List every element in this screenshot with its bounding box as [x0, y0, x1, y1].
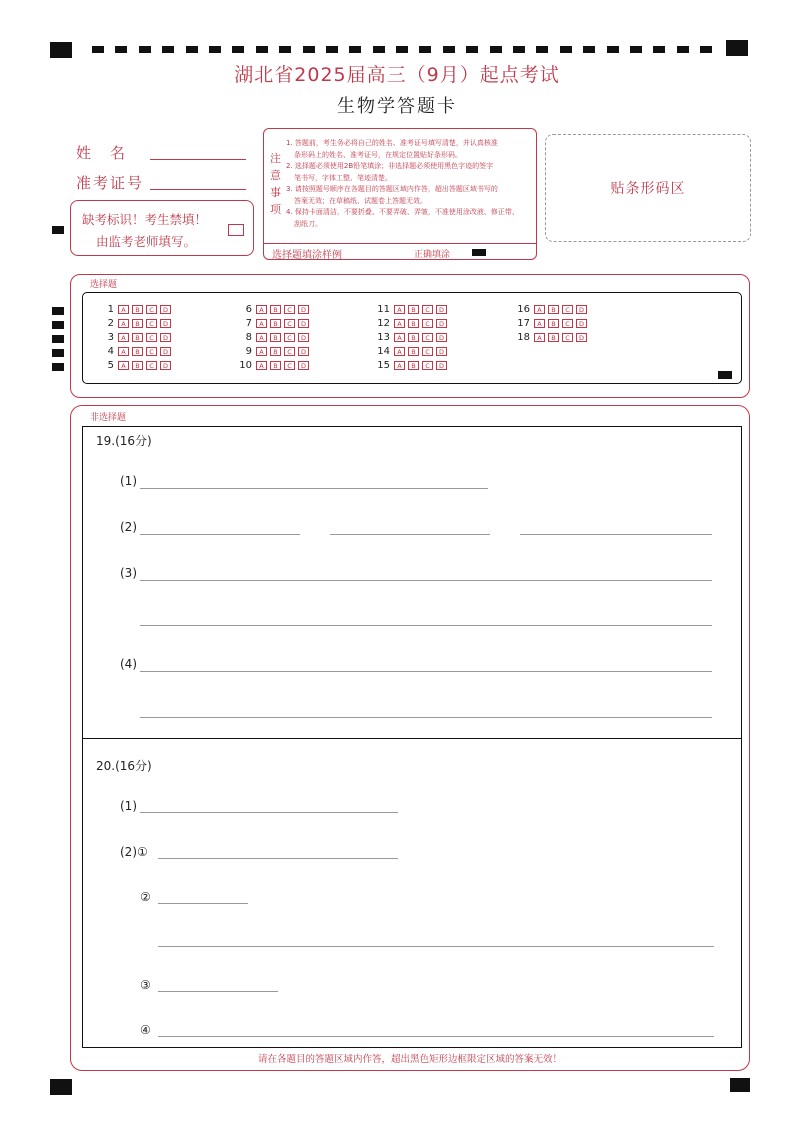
timing-mark — [396, 46, 408, 53]
mc-question-number: 11 — [377, 303, 390, 315]
name-label: 姓 名 — [76, 144, 128, 162]
timing-mark — [232, 46, 244, 53]
mc-option-bubble[interactable]: B — [548, 305, 559, 314]
mc-option-bubble[interactable]: B — [132, 319, 143, 328]
timing-mark — [92, 46, 104, 53]
mc-question-number: 12 — [377, 317, 390, 329]
timing-mark — [256, 46, 268, 53]
mc-option-bubble[interactable]: A — [256, 347, 267, 356]
mc-option-bubble[interactable]: C — [284, 305, 295, 314]
timing-mark — [279, 46, 291, 53]
mc-option-bubble[interactable]: A — [256, 319, 267, 328]
mc-option-bubble[interactable]: B — [408, 319, 419, 328]
mc-option-bubble[interactable]: C — [284, 347, 295, 356]
timing-mark — [139, 46, 151, 53]
timing-mark — [560, 46, 572, 53]
mc-question-row — [96, 358, 174, 372]
mc-question-number: 6 — [245, 303, 252, 315]
q19-part3-answer-b[interactable] — [140, 624, 712, 626]
mc-option-bubble[interactable]: C — [422, 305, 433, 314]
side-marker — [52, 321, 64, 329]
q19-part2-answer-a[interactable] — [140, 533, 300, 535]
side-marker — [52, 226, 64, 234]
mc-option-bubble[interactable]: C — [146, 319, 157, 328]
timing-mark — [607, 46, 619, 53]
mc-option-bubble[interactable]: B — [548, 333, 559, 342]
corner-marker-top-right — [726, 40, 748, 56]
side-marker — [52, 349, 64, 357]
timing-mark — [303, 46, 315, 53]
mc-question-row — [96, 302, 174, 316]
mc-question-row — [372, 316, 450, 330]
q20-part2b-answer-a[interactable] — [158, 902, 248, 904]
mc-side-markers — [52, 307, 64, 377]
q19-part4-answer-a[interactable] — [140, 670, 712, 672]
mc-option-bubble[interactable]: C — [146, 333, 157, 342]
notice-item: 2. 选择题必须使用2B铅笔填涂；非选择题必须使用黑色字迹的签字 — [286, 162, 494, 170]
exam-title: 湖北省2025届高三（9月）起点考试 — [234, 64, 560, 86]
notice-divider — [263, 243, 537, 244]
mc-option-bubble[interactable]: B — [408, 333, 419, 342]
mc-option-bubble[interactable]: D — [298, 361, 309, 370]
ticket-number-field[interactable] — [150, 188, 246, 190]
q19-part2-answer-b[interactable] — [330, 533, 490, 535]
q19-part1-answer[interactable] — [140, 487, 488, 489]
mc-question-number: 15 — [377, 359, 390, 371]
q19-part4-answer-b[interactable] — [140, 716, 712, 718]
side-marker — [52, 335, 64, 343]
ticket-number-label: 准考证号 — [76, 174, 145, 192]
notice-item: 笔书写，字体工整、笔迹清楚。 — [294, 173, 392, 182]
mc-option-bubble[interactable]: B — [132, 305, 143, 314]
mc-option-bubble[interactable]: D — [160, 333, 171, 342]
mc-option-bubble[interactable]: C — [146, 305, 157, 314]
q20-part2d-label: ④ — [140, 1023, 151, 1037]
timing-mark — [490, 46, 502, 53]
mc-option-bubble[interactable]: B — [548, 319, 559, 328]
absence-mark-line2: 由监考老师填写。 — [96, 234, 197, 249]
mc-column — [234, 302, 312, 372]
timing-mark — [630, 46, 642, 53]
notice-items — [286, 138, 532, 230]
mc-option-bubble[interactable]: D — [160, 305, 171, 314]
mc-question-row — [234, 302, 312, 316]
mc-option-bubble[interactable]: B — [408, 347, 419, 356]
mc-corner-marker — [718, 371, 732, 379]
mc-question-number: 5 — [107, 359, 114, 371]
nonmc-section-title: 非选择题 — [90, 413, 127, 423]
mc-option-bubble[interactable]: A — [256, 305, 267, 314]
timing-mark — [653, 46, 665, 53]
mc-question-number: 18 — [517, 331, 530, 343]
q19-title: 19.(16分) — [96, 434, 152, 448]
mc-question-row — [234, 344, 312, 358]
mc-option-bubble[interactable]: A — [394, 319, 405, 328]
card-subtitle: 生物学答题卡 — [337, 96, 457, 117]
mc-question-number: 10 — [239, 359, 252, 371]
mc-option-bubble[interactable]: D — [436, 361, 447, 370]
mc-section-title: 选择题 — [90, 280, 118, 290]
notice-heading-char: 事 — [270, 186, 281, 199]
mc-option-bubble[interactable]: A — [118, 333, 129, 342]
correct-fill-label: 正确填涂 — [414, 250, 451, 260]
q20-part2d-answer[interactable] — [158, 1035, 714, 1037]
mc-option-bubble[interactable]: A — [394, 305, 405, 314]
mc-question-number: 1 — [107, 303, 114, 315]
mc-option-bubble[interactable]: C — [146, 361, 157, 370]
timing-mark — [536, 46, 548, 53]
mc-option-bubble[interactable]: D — [576, 319, 587, 328]
mc-option-bubble[interactable]: D — [436, 319, 447, 328]
notice-item: 1. 答题前，考生务必将自己的姓名、准考证号填写清楚，并认真核准 — [286, 139, 498, 147]
mc-option-bubble[interactable]: C — [284, 361, 295, 370]
notice-item: 答案无效；在草稿纸、试题卷上答题无效。 — [294, 196, 427, 205]
question-divider — [82, 738, 742, 739]
mc-option-bubble[interactable]: A — [118, 347, 129, 356]
mc-question-row — [512, 316, 590, 330]
mc-option-bubble[interactable]: B — [270, 333, 281, 342]
mc-option-bubble[interactable]: A — [534, 319, 545, 328]
notice-item: 4. 保持卡面清洁，不要折叠、不要弄破、弄皱，不准使用涂改液、修正带、 — [286, 208, 519, 216]
timing-mark — [326, 46, 338, 53]
mc-option-bubble[interactable]: D — [576, 333, 587, 342]
timing-mark — [700, 46, 712, 53]
mc-question-row — [512, 330, 590, 344]
mc-question-number: 2 — [107, 317, 114, 329]
mc-option-bubble[interactable]: A — [534, 333, 545, 342]
mc-column — [512, 302, 590, 344]
mc-option-bubble[interactable]: D — [436, 333, 447, 342]
mc-option-bubble[interactable]: D — [576, 305, 587, 314]
mc-column — [96, 302, 174, 372]
timing-mark — [186, 46, 198, 53]
mc-option-bubble[interactable]: D — [160, 319, 171, 328]
notice-heading-char: 意 — [270, 169, 281, 182]
mc-question-number: 4 — [107, 345, 114, 357]
mc-option-bubble[interactable]: B — [132, 333, 143, 342]
mc-question-row — [372, 330, 450, 344]
corner-marker-top-left — [50, 42, 72, 58]
mc-question-row — [512, 302, 590, 316]
mc-option-bubble[interactable]: D — [436, 347, 447, 356]
answer-area-warning: 请在各题目的答题区域内作答，超出黑色矩形边框限定区域的答案无效！ — [257, 1054, 562, 1065]
timing-mark — [513, 46, 525, 53]
mc-question-number: 3 — [107, 331, 114, 343]
timing-mark — [115, 46, 127, 53]
q20-part2-answer[interactable] — [158, 857, 398, 859]
mc-option-bubble[interactable]: B — [132, 347, 143, 356]
timing-mark — [162, 46, 174, 53]
mc-question-row — [234, 330, 312, 344]
mc-option-bubble[interactable]: C — [562, 333, 573, 342]
mc-option-bubble[interactable]: A — [118, 305, 129, 314]
mc-option-bubble[interactable]: C — [422, 347, 433, 356]
mc-question-number: 7 — [245, 317, 252, 329]
mc-grid — [96, 302, 716, 374]
mc-column — [372, 302, 450, 372]
barcode-label: 贴条形码区 — [610, 181, 686, 197]
mc-option-bubble[interactable]: D — [298, 305, 309, 314]
q19-part2-label: (2) — [120, 520, 137, 534]
mc-question-row — [96, 330, 174, 344]
mc-option-bubble[interactable]: A — [118, 361, 129, 370]
mc-option-bubble[interactable]: D — [160, 361, 171, 370]
corner-marker-bottom-left — [50, 1079, 72, 1095]
nonmc-answer-box — [82, 426, 742, 1048]
mc-option-bubble[interactable]: A — [534, 305, 545, 314]
side-marker — [52, 363, 64, 371]
mc-option-bubble[interactable]: B — [270, 305, 281, 314]
mc-option-bubble[interactable]: D — [436, 305, 447, 314]
q19-part4-label: (4) — [120, 657, 137, 671]
mc-question-row — [234, 358, 312, 372]
absence-mark-checkbox[interactable] — [228, 224, 244, 236]
mc-option-bubble[interactable]: B — [132, 361, 143, 370]
mc-option-bubble[interactable]: A — [394, 361, 405, 370]
timing-mark — [443, 46, 455, 53]
mc-option-bubble[interactable]: C — [562, 319, 573, 328]
name-field[interactable] — [150, 158, 246, 160]
side-marker — [52, 307, 64, 315]
mc-option-bubble[interactable]: B — [270, 319, 281, 328]
notice-heading — [270, 150, 284, 218]
q19-part3-answer-a[interactable] — [140, 579, 712, 581]
q20-part2b-answer-b[interactable] — [158, 945, 714, 947]
mc-option-bubble[interactable]: D — [298, 347, 309, 356]
q20-part2b-label: ② — [140, 890, 151, 904]
mc-option-bubble[interactable]: A — [394, 333, 405, 342]
mc-question-row — [234, 316, 312, 330]
mc-option-bubble[interactable]: C — [422, 319, 433, 328]
mc-question-number: 8 — [245, 331, 252, 343]
q19-part2-answer-c[interactable] — [520, 533, 712, 535]
timing-mark — [583, 46, 595, 53]
timing-mark — [349, 46, 361, 53]
mc-option-bubble[interactable]: C — [422, 361, 433, 370]
timing-marks — [92, 46, 712, 54]
mc-option-bubble[interactable]: C — [284, 333, 295, 342]
notice-item: 条形码上的姓名、准考证号，在规定位置贴好条形码。 — [294, 150, 462, 159]
corner-marker-bottom-right — [730, 1078, 750, 1092]
mc-question-row — [96, 344, 174, 358]
mc-option-bubble[interactable]: C — [146, 347, 157, 356]
mc-question-number: 9 — [245, 345, 252, 357]
q20-part2-label: (2)① — [120, 845, 148, 859]
timing-mark — [677, 46, 689, 53]
q20-part2c-label: ③ — [140, 978, 151, 992]
mc-question-number: 14 — [377, 345, 390, 357]
mc-option-bubble[interactable]: D — [298, 333, 309, 342]
mc-option-bubble[interactable]: A — [118, 319, 129, 328]
mc-question-row — [372, 302, 450, 316]
timing-mark — [373, 46, 385, 53]
mc-option-bubble[interactable]: B — [408, 361, 419, 370]
notice-item: 刮纸刀。 — [294, 219, 322, 228]
mc-question-row — [96, 316, 174, 330]
notice-heading-char: 注 — [270, 152, 281, 165]
mc-option-bubble[interactable]: A — [394, 347, 405, 356]
q20-part1-label: (1) — [120, 799, 137, 813]
q20-part2c-answer[interactable] — [158, 990, 278, 992]
mc-option-bubble[interactable]: B — [270, 347, 281, 356]
timing-mark — [209, 46, 221, 53]
timing-mark — [419, 46, 431, 53]
absence-mark-line1: 缺考标识！考生禁填！ — [82, 212, 208, 227]
correct-fill-sample — [472, 249, 486, 256]
mc-option-bubble[interactable]: D — [298, 319, 309, 328]
mc-option-bubble[interactable]: D — [160, 347, 171, 356]
mc-option-bubble[interactable]: C — [562, 305, 573, 314]
timing-mark — [466, 46, 478, 53]
q20-title: 20.(16分) — [96, 759, 152, 773]
mc-question-number: 17 — [517, 317, 530, 329]
notice-heading-char: 项 — [270, 203, 281, 216]
mc-option-bubble[interactable]: C — [284, 319, 295, 328]
mc-question-row — [372, 358, 450, 372]
mc-option-bubble[interactable]: C — [422, 333, 433, 342]
mc-option-bubble[interactable]: A — [256, 361, 267, 370]
mc-option-bubble[interactable]: A — [256, 333, 267, 342]
q20-part1-answer[interactable] — [140, 811, 398, 813]
fill-sample-label: 选择题填涂样例 — [272, 250, 342, 261]
mc-question-row — [372, 344, 450, 358]
mc-option-bubble[interactable]: B — [270, 361, 281, 370]
mc-question-number: 13 — [377, 331, 390, 343]
q19-part3-label: (3) — [120, 566, 137, 580]
q19-part1-label: (1) — [120, 474, 137, 488]
mc-option-bubble[interactable]: B — [408, 305, 419, 314]
notice-item: 3. 请按照题号顺序在各题目的答题区域内作答，超出答题区域书写的 — [286, 185, 498, 193]
mc-question-number: 16 — [517, 303, 530, 315]
